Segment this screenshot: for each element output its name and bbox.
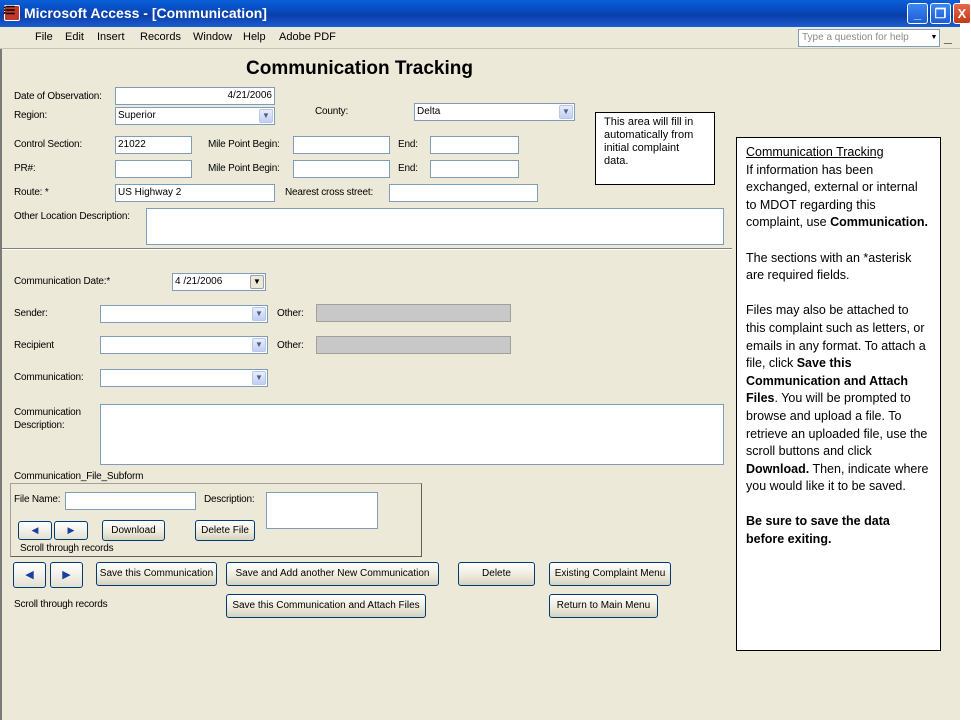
file-name-field[interactable]	[65, 492, 196, 510]
ask-question-input[interactable]: Type a question for help	[798, 29, 940, 47]
recipient-label: Recipient	[14, 340, 54, 351]
recipient-other-field[interactable]	[316, 336, 511, 354]
chevron-down-icon[interactable]: ▼	[559, 105, 573, 119]
mile-point-begin-field-2[interactable]	[293, 160, 390, 178]
mile-point-begin-label-2: Mile Point Begin:	[208, 163, 280, 174]
route-field[interactable]: US Highway 2	[115, 184, 275, 202]
chevron-down-icon[interactable]: ▼	[250, 275, 264, 289]
restore-button[interactable]: ❐	[930, 3, 951, 24]
region-select[interactable]	[115, 107, 275, 125]
menu-adobe-pdf[interactable]: Adobe PDF	[279, 31, 336, 43]
county-label: County:	[315, 106, 349, 117]
existing-complaint-menu-button[interactable]: Existing Complaint Menu	[549, 562, 671, 586]
delete-file-button[interactable]: Delete File	[195, 520, 255, 541]
subform-scroll-label: Scroll through records	[20, 543, 114, 554]
mile-point-begin-label: Mile Point Begin:	[208, 139, 280, 150]
help-p1-bold: Communication.	[830, 215, 928, 230]
region-label: Region:	[14, 110, 48, 121]
help-p2: The sections with an *asterisk are required fields.	[746, 250, 912, 283]
next-record-button[interactable]	[50, 562, 83, 588]
mile-point-end-field[interactable]	[430, 136, 519, 154]
communication-description-label-2: Description:	[14, 420, 65, 431]
delete-button[interactable]: Delete	[458, 562, 535, 586]
communication-description-field[interactable]	[100, 404, 724, 465]
help-p4: Be sure to save the data before exiting.	[746, 514, 890, 547]
left-triangle-icon: ◀	[25, 569, 34, 581]
region-value: Superior	[118, 110, 156, 121]
communication-label: Communication:	[14, 372, 84, 383]
mile-point-end-field-2[interactable]	[430, 160, 519, 178]
sender-label: Sender:	[14, 308, 48, 319]
mile-point-begin-field[interactable]	[293, 136, 390, 154]
close-button[interactable]: X	[953, 3, 971, 24]
file-name-label: File Name:	[14, 494, 61, 505]
help-p1: If information has been exchanged, external or internal to MDOT regarding this complaint, use	[746, 162, 918, 230]
date-of-observation-field[interactable]: 4/21/2006	[115, 87, 275, 105]
chevron-down-icon[interactable]: ▼	[930, 34, 938, 41]
autofill-note: This area will fill in automatically from initial complaint data.	[595, 112, 715, 185]
form-title: Communication Tracking	[246, 58, 473, 79]
menu-insert[interactable]: Insert	[97, 31, 125, 43]
recipient-select[interactable]	[100, 336, 268, 354]
help-p3-e: Then, indicate where you would like it to be saved.	[746, 461, 929, 494]
other-location-label: Other Location Description:	[14, 211, 130, 222]
help-panel	[736, 137, 941, 651]
date-of-observation-label: Date of Observation:	[14, 91, 102, 102]
menu-window[interactable]: Window	[193, 31, 233, 43]
communication-date-field[interactable]	[172, 273, 266, 291]
recipient-other-label: Other:	[277, 340, 304, 351]
right-triangle-icon: ▶	[67, 525, 75, 535]
subform-title: Communication_File_Subform	[14, 471, 144, 482]
form-menu-icon[interactable]: ⁝☰	[3, 5, 15, 17]
communication-select[interactable]	[100, 369, 268, 387]
pr-number-field[interactable]	[115, 160, 192, 178]
chevron-down-icon[interactable]: ▼	[252, 338, 266, 352]
save-communication-button[interactable]: Save this Communication	[96, 562, 217, 586]
right-triangle-icon: ▶	[62, 569, 71, 581]
other-location-field[interactable]	[146, 208, 724, 245]
left-triangle-icon: ◀	[31, 525, 39, 535]
section-divider	[2, 248, 732, 250]
help-p3-b: Save this Communication and Attach Files	[746, 356, 909, 406]
menu-edit[interactable]: Edit	[65, 31, 84, 43]
control-section-label: Control Section:	[14, 139, 82, 150]
pr-number-label: PR#:	[14, 163, 36, 174]
help-p3-a: Files may also be attached to this complaint such as letters, or emails in any format. To attach a file, click	[746, 303, 926, 371]
save-attach-files-button[interactable]: Save this Communication and Attach Files	[226, 594, 426, 618]
cross-street-label: Nearest cross street:	[285, 187, 374, 198]
county-value: Delta	[417, 106, 441, 117]
sender-select[interactable]	[100, 305, 268, 323]
county-select[interactable]	[414, 103, 575, 121]
help-p3-d: Download.	[746, 461, 810, 476]
chevron-down-icon[interactable]: ▼	[259, 109, 273, 123]
control-section-field[interactable]: 21022	[115, 136, 192, 154]
communication-date-value: 4 /21/2006	[175, 276, 223, 287]
subform-previous-button[interactable]	[18, 521, 52, 540]
help-p3-c: . You will be prompted to browse and upload a file. To retrieve an uploaded file, use the scroll buttons and click	[746, 391, 928, 459]
help-heading: Communication Tracking	[746, 145, 884, 159]
download-button[interactable]: Download	[102, 520, 165, 541]
menu-file[interactable]: File	[35, 31, 53, 43]
menu-help[interactable]: Help	[243, 31, 266, 43]
menu-records[interactable]: Records	[140, 31, 181, 43]
file-description-label: Description:	[204, 494, 255, 505]
file-description-field[interactable]	[266, 492, 378, 529]
sender-other-label: Other:	[277, 308, 304, 319]
chevron-down-icon[interactable]: ▼	[252, 307, 266, 321]
sender-other-field[interactable]	[316, 304, 511, 322]
cross-street-field[interactable]	[389, 184, 538, 202]
end-label-2: End:	[398, 163, 418, 174]
child-minimize-button[interactable]: _	[944, 29, 952, 45]
end-label: End:	[398, 139, 418, 150]
subform-next-button[interactable]	[54, 521, 88, 540]
return-main-menu-button[interactable]: Return to Main Menu	[549, 594, 658, 618]
scroll-records-label: Scroll through records	[14, 599, 108, 610]
communication-description-label-1: Communication	[14, 407, 81, 418]
communication-date-label: Communication Date:*	[14, 276, 111, 287]
previous-record-button[interactable]	[13, 562, 46, 588]
route-label: Route: *	[14, 187, 49, 198]
save-add-communication-button[interactable]: Save and Add another New Communication	[226, 562, 439, 586]
window-title: Microsoft Access - [Communication]	[24, 5, 267, 21]
chevron-down-icon[interactable]: ▼	[252, 371, 266, 385]
minimize-button[interactable]: _	[907, 3, 928, 24]
